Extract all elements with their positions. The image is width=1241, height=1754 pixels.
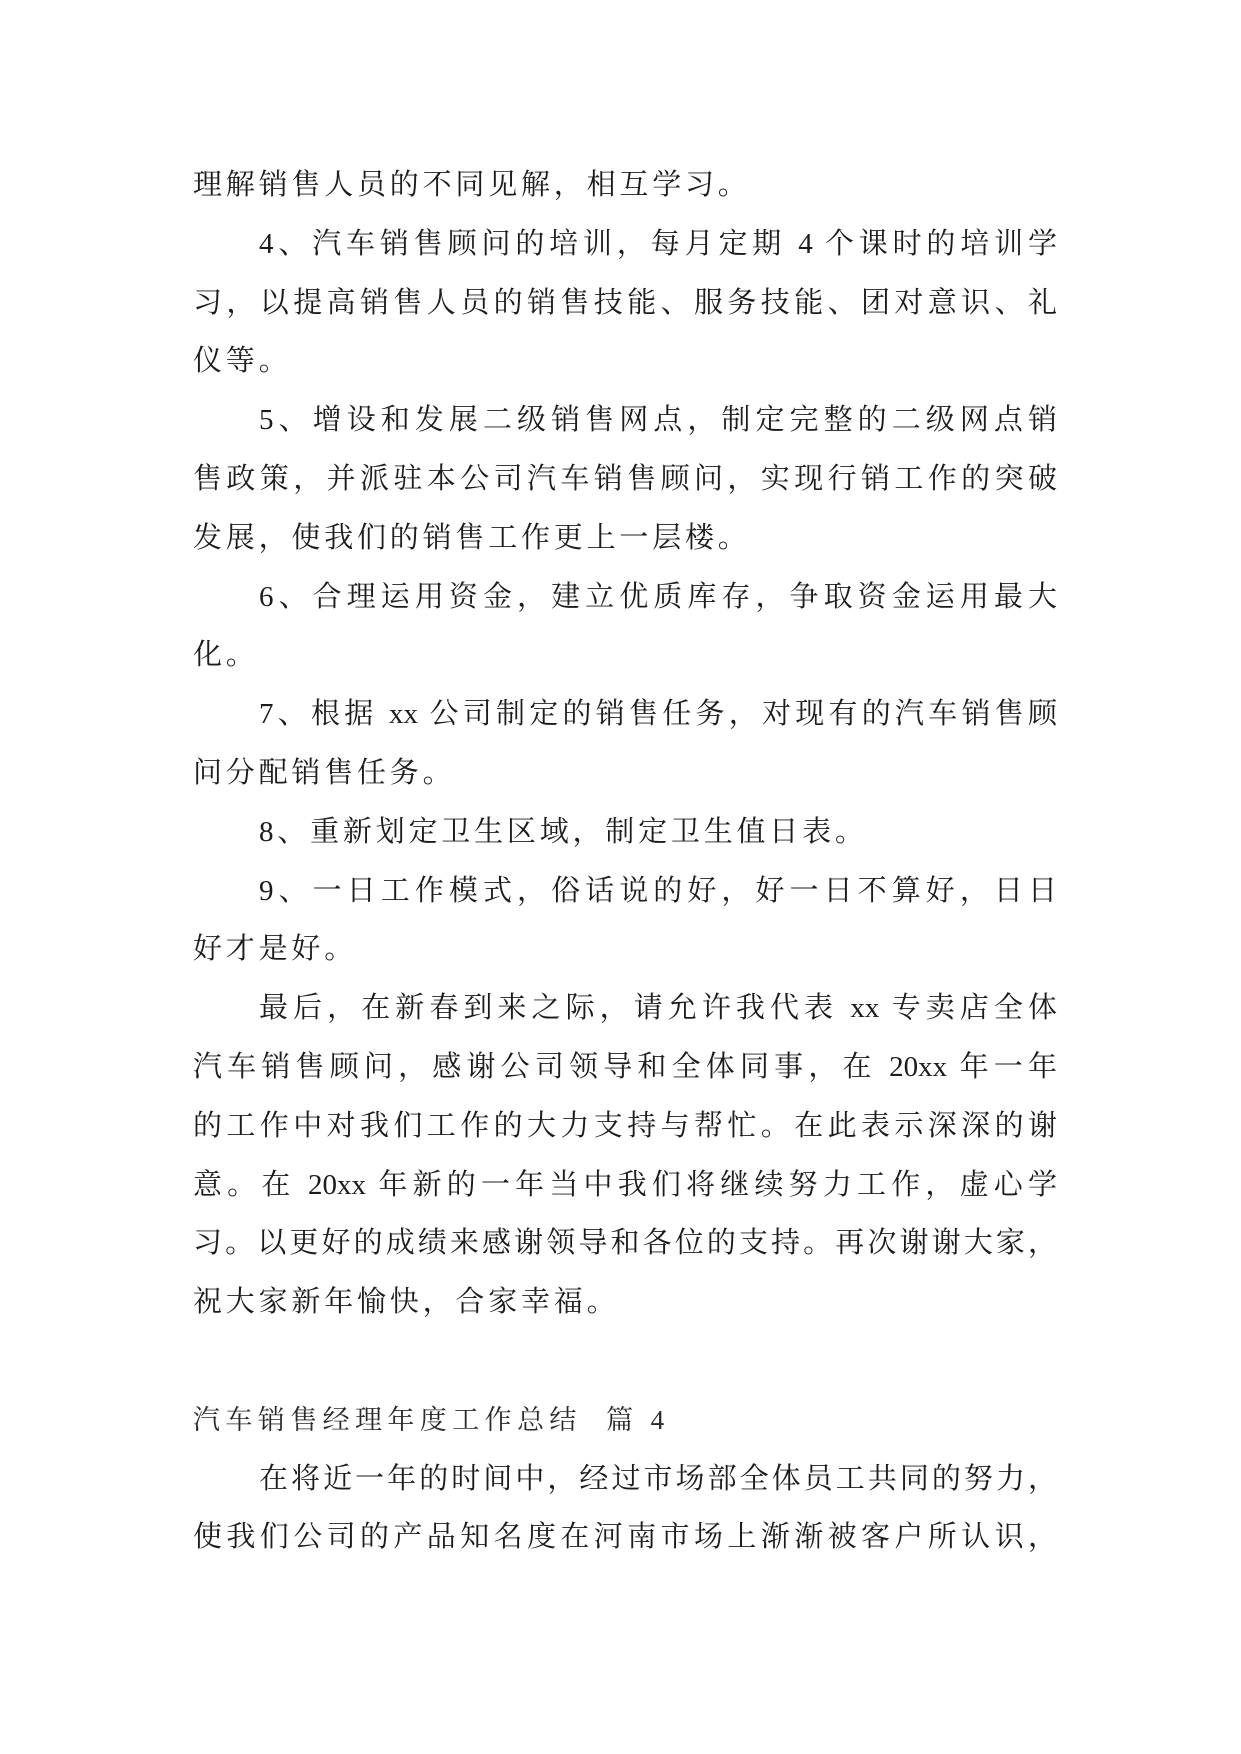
section-heading: 汽车销售经理年度工作总结 篇 4 (193, 1404, 670, 1435)
paragraph-line: 6、合理运用资金，建立优质库存，争取资金运用最大 (259, 580, 1057, 613)
paragraph-line: 汽车销售顾问，感谢公司领导和全体同事，在 20xx 年一年 (193, 1050, 1057, 1083)
blank-line (193, 1332, 1057, 1391)
paragraph-line: 习，以提高销售人员的销售技能、服务技能、团对意识、礼 (193, 286, 1057, 319)
paragraph-line: 使我们公司的产品知名度在河南市场上渐渐被客户所认识， (193, 1521, 1057, 1554)
paragraph (193, 568, 1057, 686)
paragraph (193, 685, 1057, 803)
paragraph-line: 习。以更好的成绩来感谢领导和各位的支持。再次谢谢大家， (193, 1227, 1057, 1260)
paragraph-line: 祝大家新年愉快，合家幸福。 (193, 1286, 620, 1319)
document-body (193, 156, 1057, 1567)
paragraph-line: 问分配销售任务。 (193, 756, 456, 789)
paragraph-line: 发展，使我们的销售工作更上一层楼。 (193, 521, 751, 554)
paragraph-line: 8、重新划定卫生区域，制定卫生值日表。 (259, 815, 868, 848)
paragraph (193, 979, 1057, 1332)
paragraph (193, 862, 1057, 980)
paragraph (193, 1450, 1057, 1568)
paragraph-line: 意。在 20xx 年新的一年当中我们将继续努力工作，虚心学 (193, 1168, 1057, 1201)
paragraph-line: 的工作中对我们工作的大力支持与帮忙。在此表示深深的谢 (193, 1109, 1057, 1142)
paragraph (193, 391, 1057, 567)
paragraph (193, 215, 1057, 391)
paragraph-line: 在将近一年的时间中，经过市场部全体员工共同的努力， (259, 1462, 1057, 1495)
paragraph-line: 9、一日工作模式，俗话说的好，好一日不算好，日日 (259, 874, 1057, 907)
paragraph (193, 803, 1057, 862)
paragraph-line: 售政策，并派驻本公司汽车销售顾问，实现行销工作的突破 (193, 462, 1057, 495)
paragraph-line: 最后，在新春到来之际，请允许我代表 xx 专卖店全体 (259, 992, 1057, 1025)
paragraph-line: 5、增设和发展二级销售网点，制定完整的二级网点销 (259, 404, 1057, 437)
paragraph-line: 理解销售人员的不同见解，相互学习。 (193, 169, 751, 201)
paragraph-line: 4、汽车销售顾问的培训，每月定期 4 个课时的培训学 (259, 227, 1057, 260)
paragraph-line: 好才是好。 (193, 933, 358, 966)
paragraph-line: 化。 (193, 639, 259, 672)
paragraph (193, 156, 1057, 215)
paragraph-line: 仪等。 (193, 345, 292, 378)
paragraph-line: 7、根据 xx 公司制定的销售任务，对现有的汽车销售顾 (259, 698, 1057, 731)
